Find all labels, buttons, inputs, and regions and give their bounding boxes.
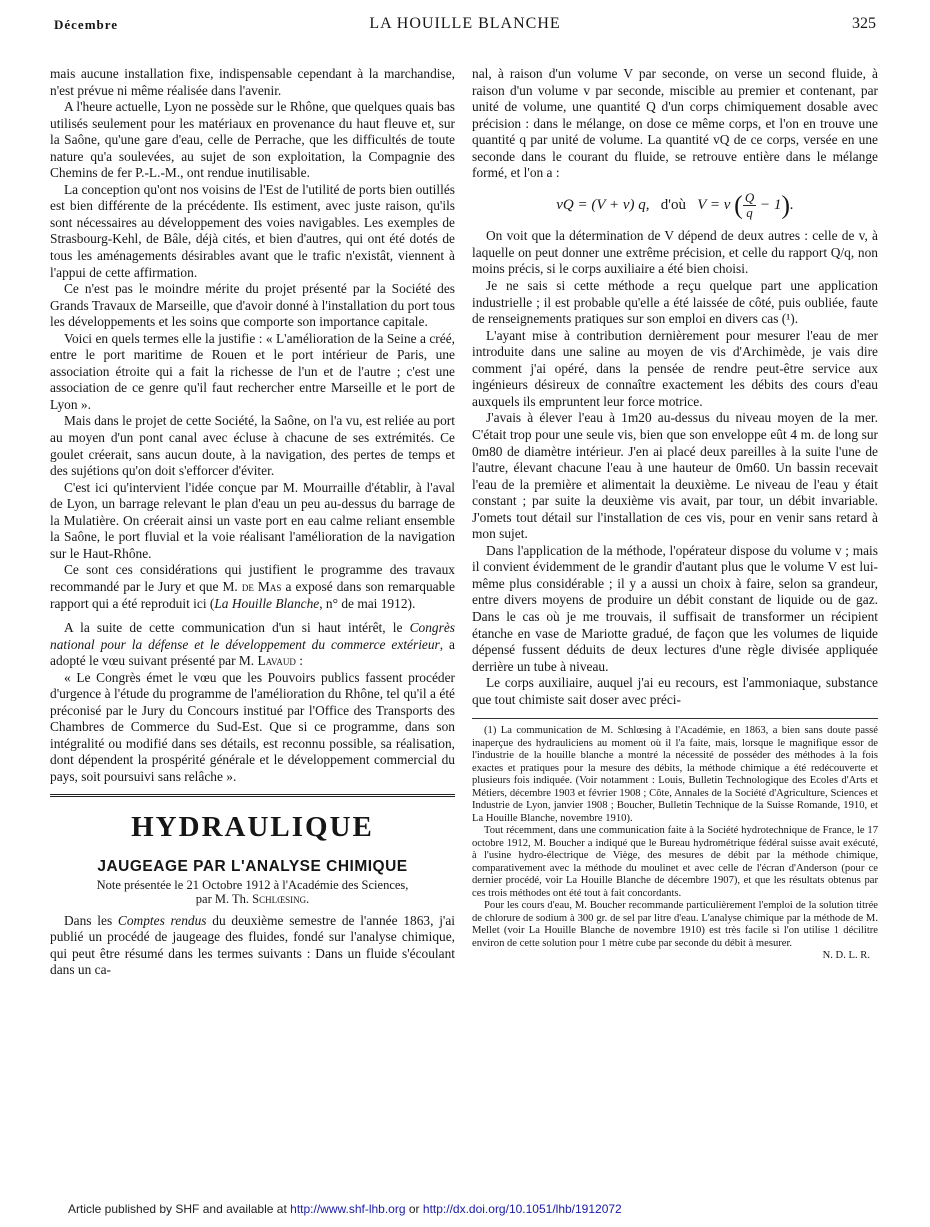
paragraph: nal, à raison d'un volume V par seconde, on verse un second fluide, à raison d'un volume v par seconde, miscible au premier et contenant, par unité de volume, une quantité Q d'un corps chimiquement dosable avec précision : dans le mélange, on dose ce même corps, et l'on en trouve une quantité q par unité de volume. La quantité vQ de ce corps, versée en une seconde dans le courant du fluide, se retrouve entière dans le mélange formé, et l'on a :	[472, 66, 878, 181]
section-divider	[50, 794, 455, 799]
publication-footer	[68, 1202, 622, 1216]
equation-end: .	[790, 196, 794, 213]
paragraph	[50, 620, 455, 670]
left-column	[50, 66, 455, 979]
text-run: :	[295, 653, 303, 669]
text-run: Dans les	[64, 912, 113, 928]
footnote-separator	[472, 718, 878, 719]
paragraph: La conception qu'ont nos voisins de l'Est de l'utilité de ports bien outillés est bien différente de la précédente. Ils estiment, avec juste raison, qu'ils sont nécessaires au développement des voies navigables. Les exemples de Strasbourg-Kehl, de Bâle, déjà cités, et bien d'autres, qui ont été dotés de tous les aménagements désirables avant que le trafic n'existât, viennent à l'appui de cette affirmation.	[50, 181, 455, 280]
fraction-numerator: Q	[744, 189, 755, 205]
footer-text: or	[408, 1202, 420, 1216]
article-byline	[50, 892, 455, 907]
open-paren-glyph: (	[734, 190, 743, 220]
text-run: .	[306, 892, 310, 907]
shf-link[interactable]: http://www.shf-lhb.org	[290, 1202, 406, 1216]
footer-text: Article published by SHF and available at	[68, 1202, 287, 1216]
equation-term: − 1	[759, 196, 782, 213]
congress-name: Congrès national pour la défense et le développement du commerce extérieur	[50, 620, 455, 652]
paragraph: Mais dans le projet de cette Société, la Saône, on l'a vu, est reliée au port au moyen d'un pont canal avec écluse à chacune de ses extrémités. Ce goulet créerait, sans aucun doute, à la navigation, des pertes de temps et des sujétions qu'on doit s'efforcer d'éviter.	[50, 413, 455, 479]
text-run: A la suite de cette communication d'un si haut intérêt, le	[64, 620, 403, 636]
running-header-month: Décembre	[54, 17, 119, 32]
paragraph: Voici en quels termes elle la justifie : « L'amélioration de la Seine a créé, entre le port maritime de Rouen et le port intérieur de Paris, une association étroite qui a fait la richesse de l'un et de l'autre ; c'est une association de ce genre qu'il faut rechercher entre Marseille et le port de Lyon ».	[50, 330, 455, 412]
paragraph: A l'heure actuelle, Lyon ne possède sur le Rhône, que quelques quais bas utilisés seulement pour les matériaux en provenance du haut fleuve et, sur la Saône, qu'une gare d'eau, celle de Perrache, que les difficultés de toute nature qu'a soulevées, au sujet de son exploitation, la Compagnie des Chemins de fer P.-L.-M., ont rendue inutilisable.	[50, 99, 455, 181]
page-number: 325	[852, 15, 876, 32]
equation-right: V = v	[697, 196, 731, 213]
journal-reference: La Houille Blanche	[214, 595, 320, 611]
paragraph: Je ne sais si cette méthode a reçu quelque part une application industrielle ; il est probable qu'elle a été laissée de côté, puis oubliée, faute de renseignements pratiques sur son emploi en divers cas (¹).	[472, 278, 878, 327]
paragraph	[50, 562, 455, 612]
paragraph: J'avais à élever l'eau à 1m20 au-dessus du niveau moyen de la mer. C'était trop pour une seule vis, bien que son enveloppe eût 4 m. de long sur 0m80 de diamètre intérieur. J'en ai placé deux pareilles à la suite l'une de l'autre, élevant chacune l'eau à une hauteur de 0m60. Un bassin recevait l'eau de la première et alimentait la deuxième. Le niveau de l'eau y était constant ; par suite la deuxième vis avait, par tour, un débit invariable. J'omets tout détail sur l'installation de ces vis, pour en venir sans retard à mon sujet.	[472, 410, 878, 542]
author-name: de Mas	[241, 578, 282, 594]
text-run: par M. Th.	[195, 892, 250, 907]
author-name: Lavaud	[257, 653, 296, 669]
right-column	[472, 66, 878, 963]
doi-link[interactable]: http://dx.doi.org/10.1051/lhb/1912072	[422, 1202, 622, 1216]
text-run: , a adopté le vœu suivant présenté par M.	[50, 636, 456, 669]
paragraph: On voit que la détermination de V dépend de deux autres : celle de v, à laquelle on peut donner une extrême précision, et celle du rapport Q/q, non moins précis, si le corps auxiliaire a été bien choisi.	[472, 228, 878, 277]
article-title: JAUGEAGE PAR L'ANALYSE CHIMIQUE	[97, 857, 408, 875]
paragraph: Ce n'est pas le moindre mérite du projet présenté par la Société des Grands Travaux de Marseille, que d'avoir donné à l'installation du port tous les développements et les soins que comporte son importance capitale.	[50, 281, 455, 330]
paragraph: C'est ici qu'intervient l'idée conçue par M. Mourraille d'établir, à l'aval de Lyon, un barrage relevant le plan d'eau un peu au-dessus du barrage de la Mulatière. On créerait ainsi un vaste port en eau calme reliant ensemble la Saône, le port fluvial et la voie réalisant l'amélioration de la navigation sur le Haut-Rhône.	[50, 479, 455, 561]
text-run: , n° de mai 1912).	[319, 595, 416, 611]
publication-reference: Comptes rendus	[117, 912, 207, 928]
fraction-denominator: q	[746, 204, 753, 220]
journal-title: LA HOUILLE BLANCHE	[369, 15, 561, 32]
quoted-resolution: « Le Congrès émet le vœu que les Pouvoirs publics fassent procéder d'urgence à l'étude du programme de l'amélioration du Rhône, tel qu'il a été préconisé par le Jury du Concours institué par l'Office des Transports des Chambres de Commerce du Sud-Est. Que si ce programme, dans son intégralité ou modifié dans ses détails, est reconnu possible, sa réalisation, dont dépendent la prospérité générale et le développement commercial du pays, soit poursuivi sans relâche ».	[50, 669, 455, 784]
footnote: (1) La communication de M. Schlœsing à l'Académie, en 1863, a bien sans doute passé inaperçue des hydrauliciens au moment où il l'a faite, mais, lorsque le magnifique essor de l'industrie de la houille blanche a montré la nécessité de posséder des méthodes à la fois exactes et pratiques pour la mesure des débits, la méthode chimique a été redécouverte et plusieurs fois indiquée. (Voir notamment : Louis, Bulletin Technologique des Ecoles d'Arts et Métiers, décembre 1903 et février 1908 ; Côte, Annales de la Société d'Agriculture, Sciences et Industrie de Lyon, janvier 1908 ; Boucher, Bulletin Technique de la Suisse Romande, 1910, et La Houille Blanche, novembre 1910).	[472, 725, 878, 824]
section-title: HYDRAULIQUE	[131, 810, 374, 843]
paragraph: mais aucune installation fixe, indispensable cependant à la marchandise, n'est prévue ni même réalisée dans l'avenir.	[50, 66, 455, 98]
paragraph: Dans l'application de la méthode, l'opérateur dispose du volume v ; mais il convient évidemment de le grandir d'autant plus que le volume V est lui-même plus considérable ; il y a aussi un choix à faire, selon sa grandeur, entre divers moyens de produire un débit constant de liquide ou de gaz. Dans le cas où je me trouvais, il suffisait de transformer un récipient étanche en vase de Mariotte gradué, de façon que les volumes de liquide dépensé fussent déduits de deux lectures d'une règle divisée appliquée derrière un tube à niveau.	[472, 542, 878, 674]
author-name: Schlœsing	[252, 892, 307, 907]
equation-connector: d'où	[660, 196, 686, 213]
equation-left: vQ = (V + v) q,	[556, 196, 650, 213]
text-run: a exposé dans son remarquable rapport qui a été reproduit ici (	[50, 578, 455, 611]
paragraph: L'ayant mise à contribution dernièrement pour mesurer l'eau de mer introduite dans une saline au moyen de vis d'Archimède, je vais dire comment j'ai opéré, dans la pensée de rendre peut-être service aux ingénieurs désireux de connaître exactement les débits des cours d'eau auxquels ils empruntent leur force motrice.	[472, 327, 878, 409]
article-note: Note présentée le 21 Octobre 1912 à l'Académie des Sciences,	[96, 877, 409, 892]
text-run: du deuxième semestre de l'année 1863, j'ai publié un procédé de jaugeage des fluides, fondé sur l'analyse chimique, qui peut être résumé dans les termes suivants : Dans un fluide s'écoulant dans un ca-	[50, 912, 455, 978]
paragraph	[50, 913, 455, 979]
text-run: Ce sont ces considérations qui justifient le programme des travaux recommandé par le Jury et que M.	[50, 562, 455, 594]
footnotes	[472, 725, 878, 963]
close-paren-glyph: )	[781, 190, 790, 220]
footnote: Pour les cours d'eau, M. Boucher recommande particulièrement l'emploi de la solution titrée de chlorure de sodium à 300 gr. de sel par litre d'eau. L'analyse chimique par la méthode de M. Mellet (voir La Houille Blanche de novembre 1910) est très facile si l'on utilise 1 décilitre environ de cette solution pour 1 mètre cube par seconde du débit à mesurer.	[472, 900, 878, 949]
editor-signature: N. D. L. R.	[822, 950, 870, 962]
paragraph: Le corps auxiliaire, auquel j'ai eu recours, est l'ammoniaque, substance que tout chimiste sait doser avec préci-	[472, 675, 878, 707]
fraction	[743, 191, 756, 220]
equation	[472, 190, 878, 221]
footnote: Tout récemment, dans une communication faite à la Société hydrotechnique de France, le 17 octobre 1912, M. Boucher a indiqué que le Bureau hydrométrique fédéral suisse avait exécuté, à l'usine hydro-électrique de Viège, des mesures de débit par la méthode chimique, comparativement avec la méthode du moulinet et avec celle de l'écran d'Anderson (pour ce dernier procédé, voir La Houille Blanche de décembre 1907), et que les résultats obtenus par ces trois méthodes ont été tout à fait concordants.	[472, 825, 878, 899]
